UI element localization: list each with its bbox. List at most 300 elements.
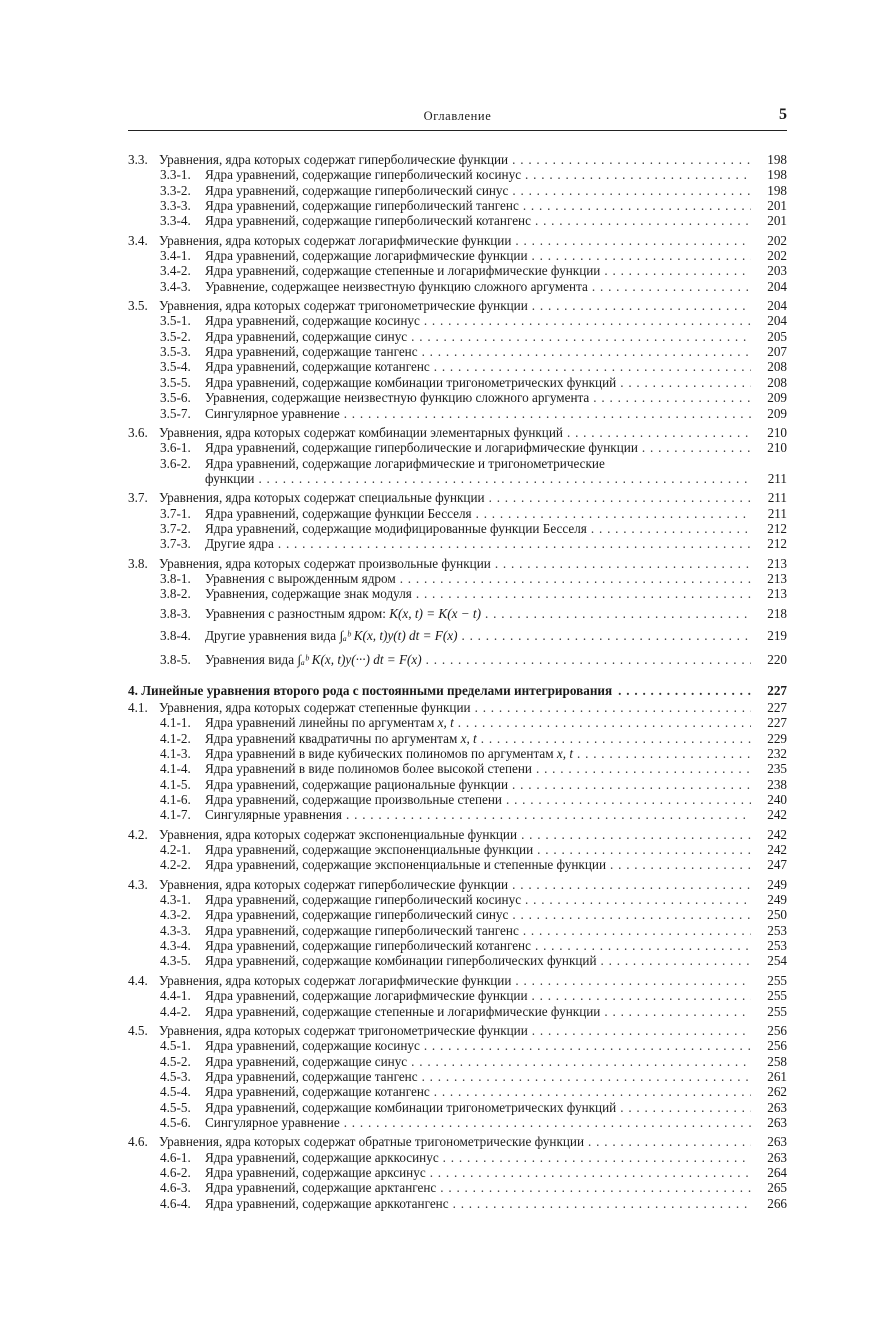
- toc-page: 198: [767, 152, 787, 167]
- toc-number: 3.3-4.: [160, 213, 191, 229]
- dot-leader: [457, 625, 751, 647]
- page-header: [128, 104, 787, 131]
- dot-leader: [449, 1196, 751, 1211]
- toc-title: Ядра уравнений, содержащие логарифмические функции: [205, 248, 528, 264]
- toc-formula: x, t: [460, 730, 477, 746]
- toc-number: 4.6.: [128, 1134, 148, 1150]
- toc-title: Уравнения с разностным ядром:: [205, 605, 386, 621]
- toc-title: Уравнения, ядра которых содержат логарифмические функции: [159, 972, 512, 988]
- toc-title: Ядра уравнений, содержащие котангенс: [205, 359, 430, 375]
- toc-page: 218: [767, 605, 787, 621]
- toc-title: Ядра уравнений, содержащие логарифмические функции: [205, 988, 528, 1004]
- dot-leader: [517, 827, 751, 842]
- toc-page: 219: [767, 627, 787, 643]
- toc-title: Ядра уравнений, содержащие косинус: [205, 313, 420, 329]
- toc-subsection-4-5-4: [128, 1084, 787, 1099]
- toc-title: Сингулярные уравнения: [205, 807, 343, 823]
- toc-title: Ядра уравнений, содержащие экспоненциальные функции: [205, 842, 534, 858]
- toc-page: 256: [767, 1038, 787, 1054]
- toc-title: Ядра уравнений, содержащие синус: [205, 1053, 408, 1069]
- dot-leader: [477, 731, 751, 746]
- toc-subsection-4-1-7: [128, 807, 787, 822]
- toc-title: Линейные уравнения второго рода с постоянными пределами интегрирования: [141, 682, 613, 698]
- toc-subsection-3-5-1: [128, 313, 787, 328]
- toc-page: 220: [767, 651, 787, 667]
- toc-number: 4.3-1.: [160, 892, 191, 908]
- dot-leader: [528, 298, 751, 313]
- toc-page: 242: [767, 826, 787, 842]
- toc-page: 253: [767, 938, 787, 954]
- toc-number: 4.4-1.: [160, 988, 191, 1004]
- toc-title: Ядра уравнений квадратичны по аргументам: [205, 730, 458, 746]
- toc-subsection-3-5-2: [128, 329, 787, 344]
- toc-formula: ∫ₐᵇ K(x, t)y(t) dt = F(x): [339, 627, 458, 643]
- dot-leader: [485, 490, 751, 505]
- toc-number: 4.1-5.: [160, 776, 191, 792]
- toc-title: Уравнения, ядра которых содержат обратные тригонометрические функции: [159, 1134, 585, 1150]
- toc-number: 3.8-4.: [160, 627, 191, 643]
- toc-number: 4.5-5.: [160, 1099, 191, 1115]
- toc-title: Ядра уравнений в виде полиномов более высокой степени: [205, 761, 532, 777]
- toc-page: 210: [767, 424, 787, 440]
- toc-page: 208: [767, 374, 787, 390]
- toc-title: Ядра уравнений, содержащие тангенс: [205, 344, 418, 360]
- dot-leader: [508, 777, 751, 792]
- dot-leader: [528, 1023, 751, 1038]
- toc-title: Уравнения, ядра которых содержат гиперболические функции: [159, 152, 509, 167]
- toc-subsection-3-7-2: [128, 521, 787, 536]
- dot-leader: [521, 892, 751, 907]
- toc-page: 232: [767, 746, 787, 761]
- toc-title: Уравнения, ядра которых содержат тригонометрические функции: [159, 1022, 528, 1038]
- toc-page: 249: [767, 876, 787, 892]
- toc-page: 250: [767, 907, 787, 923]
- dot-leader: [418, 1069, 751, 1084]
- dot-leader: [508, 183, 751, 198]
- toc-page: 266: [767, 1195, 787, 1211]
- toc-page: 263: [767, 1149, 787, 1165]
- toc-number: 4.5-1.: [160, 1038, 191, 1054]
- toc-page: 255: [767, 988, 787, 1004]
- toc-number: 4.1-6.: [160, 792, 191, 808]
- toc-subsection-4-3-2: [128, 907, 787, 922]
- dot-leader: [412, 586, 751, 601]
- dot-leader: [340, 406, 751, 421]
- toc-number: 3.8-1.: [160, 570, 191, 586]
- toc-page: 227: [767, 699, 787, 715]
- toc-subsection-4-2-2: [128, 857, 787, 872]
- dot-leader: [606, 857, 751, 872]
- toc-number: 3.7-2.: [160, 520, 191, 536]
- toc-section-3-7: [128, 490, 787, 505]
- toc-subsection-4-1-3: [128, 746, 787, 761]
- toc-number: 3.7-3.: [160, 536, 191, 552]
- toc-title: Уравнения, ядра которых содержат специальные функции: [159, 490, 485, 506]
- toc-subsection-4-3-1: [128, 892, 787, 907]
- dot-leader: [600, 263, 751, 278]
- toc-subsection-4-5-3: [128, 1069, 787, 1084]
- toc-page: 201: [767, 213, 787, 229]
- dot-leader: [612, 683, 751, 698]
- toc-subsection-4-5-5: [128, 1100, 787, 1115]
- toc-page: 262: [767, 1084, 787, 1100]
- toc-number: 3.3-1.: [160, 167, 191, 183]
- toc-subsection-3-8-3: [128, 604, 787, 623]
- toc-title: Ядра уравнений, содержащие гиперболический тангенс: [205, 922, 519, 938]
- toc-page: 202: [767, 248, 787, 264]
- toc-subsection-3-8-4: [128, 625, 787, 647]
- toc-section-3-6: [128, 425, 787, 440]
- toc-number: 4.6-1.: [160, 1149, 191, 1165]
- toc-number: 4.3-5.: [160, 953, 191, 969]
- toc-subsection-3-6-2: [128, 456, 787, 487]
- toc-subsection-4-2-1: [128, 842, 787, 857]
- toc-title: Ядра уравнений, содержащие экспоненциальные и степенные функции: [205, 857, 607, 873]
- toc-number: 4.5-4.: [160, 1084, 191, 1100]
- toc-title: Ядра уравнений, содержащие гиперболический котангенс: [205, 938, 531, 954]
- toc-subsection-3-7-3: [128, 536, 787, 551]
- toc-number: 4.1-7.: [160, 807, 191, 823]
- toc-page: 265: [767, 1180, 787, 1196]
- toc-subsection-4-1-6: [128, 792, 787, 807]
- toc-title: Ядра уравнений, содержащие арккотангенс: [205, 1195, 449, 1211]
- toc-section-3-5: [128, 298, 787, 313]
- toc-subsection-4-1-1: [128, 715, 787, 730]
- toc-section-4-6: [128, 1134, 787, 1149]
- toc-section-3-4: [128, 233, 787, 248]
- toc-number: 4.4.: [128, 972, 148, 988]
- toc-title: Другие ядра: [205, 536, 274, 552]
- toc-number: 4.1.: [128, 699, 148, 715]
- toc-title: Ядра уравнений, содержащие гиперболический косинус: [205, 892, 522, 908]
- toc-page: 255: [767, 972, 787, 988]
- toc-number: 4.2-2.: [160, 857, 191, 873]
- toc-page: 253: [767, 922, 787, 938]
- dot-leader: [472, 506, 751, 521]
- dot-leader: [502, 792, 751, 807]
- toc-section-4-4: [128, 973, 787, 988]
- dot-leader: [616, 375, 751, 390]
- dot-leader: [420, 313, 751, 328]
- toc-subsection-4-3-4: [128, 938, 787, 953]
- toc-number: 4.6-2.: [160, 1164, 191, 1180]
- toc-page: 202: [767, 232, 787, 248]
- toc-title: Ядра уравнений, содержащие функции Бесселя: [205, 505, 472, 521]
- dot-leader: [532, 761, 751, 776]
- dot-leader: [528, 248, 751, 263]
- dot-leader: [342, 807, 751, 822]
- toc-number: 4.: [128, 682, 138, 698]
- toc-title: Ядра уравнений, содержащие синус: [205, 328, 408, 344]
- toc-section-3-3: [128, 152, 787, 167]
- toc-formula: ∫ₐᵇ K(x, t)y(···) dt = F(x): [297, 651, 422, 667]
- toc-number: 4.4-2.: [160, 1003, 191, 1019]
- toc-title: Ядра уравнений, содержащие арккосинус: [205, 1149, 439, 1165]
- toc-number: 3.6-2.: [160, 455, 191, 471]
- toc-number: 4.3-4.: [160, 938, 191, 954]
- toc-title: Ядра уравнений, содержащие комбинации тригонометрических функций: [205, 374, 617, 390]
- toc-number: 4.3.: [128, 876, 148, 892]
- dot-leader: [396, 571, 751, 586]
- toc-page: 261: [767, 1068, 787, 1084]
- toc-page: 238: [767, 776, 787, 792]
- dot-leader: [597, 953, 751, 968]
- toc-title: Уравнения, ядра которых содержат комбинации элементарных функций: [159, 424, 563, 440]
- toc-page: 207: [767, 344, 787, 360]
- toc-number: 3.7.: [128, 490, 148, 506]
- toc-page: 204: [767, 313, 787, 329]
- dot-leader: [519, 923, 751, 938]
- toc-subsection-3-7-1: [128, 506, 787, 521]
- toc-title: Ядра уравнений, содержащие произвольные степени: [205, 792, 502, 808]
- toc-subsection-3-3-3: [128, 198, 787, 213]
- dot-leader: [528, 988, 751, 1003]
- toc-number: 4.1-2.: [160, 730, 191, 746]
- toc-chapter-4: [128, 683, 787, 698]
- toc-number: 3.5-2.: [160, 328, 191, 344]
- toc-subsection-4-1-2: [128, 731, 787, 746]
- toc-title: Ядра уравнений, содержащие комбинации тригонометрических функций: [205, 1099, 617, 1115]
- toc-title: Другие уравнения вида: [205, 627, 337, 643]
- toc-number: 4.2.: [128, 826, 148, 842]
- toc-number: 3.3-3.: [160, 198, 191, 214]
- toc-title: Ядра уравнений, содержащие рациональные функции: [205, 776, 509, 792]
- toc-page: 201: [767, 198, 787, 214]
- dot-leader: [508, 907, 751, 922]
- toc-section-4-3: [128, 877, 787, 892]
- toc-number: 3.8-5.: [160, 651, 191, 667]
- toc-subsection-3-8-2: [128, 586, 787, 601]
- toc-title: Уравнения, содержащие неизвестную функцию сложного аргумента: [205, 390, 590, 406]
- dot-leader: [430, 1084, 751, 1099]
- dot-leader: [638, 440, 751, 455]
- toc-title: Ядра уравнений в виде кубических полиномов по аргументам: [205, 746, 554, 761]
- dot-leader: [508, 877, 751, 892]
- toc-subsection-3-8-1: [128, 571, 787, 586]
- toc-subsection-4-1-4: [128, 761, 787, 776]
- toc-title: Ядра уравнений, содержащие комбинации гиперболических функций: [205, 953, 597, 969]
- toc-number: 3.5-4.: [160, 359, 191, 375]
- toc-number: 4.3-2.: [160, 907, 191, 923]
- toc-title: Уравнения, ядра которых содержат тригонометрические функции: [159, 298, 528, 314]
- toc-page: 263: [767, 1099, 787, 1115]
- toc-page: 227: [767, 715, 787, 731]
- toc-page: 258: [767, 1053, 787, 1069]
- toc-page: 209: [767, 390, 787, 406]
- toc-section-4-1: [128, 700, 787, 715]
- toc-page: 242: [767, 807, 787, 823]
- toc-title: Уравнения с вырожденным ядром: [205, 570, 396, 586]
- toc-number: 4.1-1.: [160, 715, 191, 731]
- dot-leader: [420, 1038, 751, 1053]
- toc-title: Уравнения, ядра которых содержат экспоненциальные функции: [159, 826, 518, 842]
- toc-number: 3.5-5.: [160, 374, 191, 390]
- toc-title: Ядра уравнений, содержащие гиперболический котангенс: [205, 213, 531, 229]
- toc-page: 208: [767, 359, 787, 375]
- toc-number: 3.5-7.: [160, 405, 191, 421]
- toc-number: 4.5-3.: [160, 1068, 191, 1084]
- toc-number: 4.1-4.: [160, 761, 191, 777]
- toc-number: 3.5-3.: [160, 344, 191, 360]
- dot-leader: [588, 279, 751, 294]
- dot-leader: [407, 1054, 751, 1069]
- dot-leader: [422, 649, 751, 671]
- dot-leader: [418, 344, 751, 359]
- toc-title: Ядра уравнений, содержащие степенные и логарифмические функции: [205, 1003, 601, 1019]
- page-number: 5: [779, 106, 787, 123]
- dot-leader: [521, 167, 751, 182]
- dot-leader: [563, 425, 751, 440]
- toc-title: Ядра уравнений, содержащие модифицированные функции Бесселя: [205, 520, 587, 536]
- toc-number: 4.2-1.: [160, 842, 191, 858]
- toc-title: Ядра уравнений, содержащие арксинус: [205, 1164, 426, 1180]
- toc-page: 203: [767, 263, 787, 279]
- toc-title: Уравнения вида: [205, 651, 295, 667]
- toc-page: 247: [767, 857, 787, 873]
- dot-leader: [511, 233, 751, 248]
- toc-number: 3.5-1.: [160, 313, 191, 329]
- toc-title: Ядра уравнений, содержащие гиперболический тангенс: [205, 198, 519, 214]
- toc-title: Ядра уравнений, содержащие гиперболические и логарифмические функции: [205, 440, 638, 456]
- dot-leader: [511, 973, 751, 988]
- toc-title: Сингулярное уравнение: [205, 1114, 340, 1130]
- toc-section-3-8: [128, 556, 787, 571]
- toc-number: 4.1-3.: [160, 746, 191, 761]
- toc-number: 3.5-6.: [160, 390, 191, 406]
- toc-page: 204: [767, 298, 787, 314]
- toc-subsection-3-6-1: [128, 440, 787, 455]
- toc-title: Ядра уравнений, содержащие котангенс: [205, 1084, 430, 1100]
- toc-page: 213: [767, 586, 787, 602]
- dot-leader: [454, 715, 751, 730]
- toc-title: Уравнения, ядра которых содержат логарифмические функции: [159, 232, 512, 248]
- dot-leader: [426, 1165, 751, 1180]
- toc-number: 3.8.: [128, 555, 148, 571]
- toc-number: 3.7-1.: [160, 505, 191, 521]
- toc-page: 212: [767, 520, 787, 536]
- toc-number: 3.3.: [128, 152, 148, 167]
- toc-subsection-3-5-5: [128, 375, 787, 390]
- toc-formula: x, t: [556, 746, 573, 761]
- toc-title: Уравнения, ядра которых содержат произвольные функции: [159, 555, 491, 571]
- toc-page: 235: [767, 761, 787, 777]
- dot-leader: [600, 1004, 751, 1019]
- toc-subsection-4-6-1: [128, 1150, 787, 1165]
- dot-leader: [531, 213, 751, 228]
- toc-page: 213: [767, 570, 787, 586]
- dot-leader: [584, 1134, 751, 1149]
- toc-number: 3.6.: [128, 424, 148, 440]
- toc-page: 229: [767, 730, 787, 746]
- toc-subsection-4-5-6: [128, 1115, 787, 1130]
- running-title: Оглавление: [423, 109, 492, 123]
- toc-formula: x, t: [437, 715, 454, 731]
- toc-subsection-3-5-7: [128, 406, 787, 421]
- dot-leader: [519, 198, 751, 213]
- toc-subsection-3-8-5: [128, 649, 787, 671]
- toc-page: 211: [767, 490, 787, 506]
- dot-leader: [254, 471, 751, 486]
- toc-title: Ядра уравнений, содержащие степенные и логарифмические функции: [205, 263, 601, 279]
- toc-title: Ядра уравнений, содержащие гиперболический косинус: [205, 167, 522, 183]
- toc-page: 255: [767, 1003, 787, 1019]
- toc-title-continued: функции: [205, 470, 255, 486]
- toc-title: Ядра уравнений, содержащие логарифмические и тригонометрические: [205, 455, 605, 471]
- dot-leader: [439, 1150, 751, 1165]
- dot-leader: [471, 700, 751, 715]
- toc-page: 198: [767, 182, 787, 198]
- toc-number: 4.5-2.: [160, 1053, 191, 1069]
- toc-number: 3.6-1.: [160, 440, 191, 456]
- toc-subsection-3-5-3: [128, 344, 787, 359]
- toc-page: 256: [767, 1022, 787, 1038]
- toc-page: 263: [767, 1114, 787, 1130]
- toc-number: 3.8-3.: [160, 605, 191, 621]
- toc-number: 3.5.: [128, 298, 148, 314]
- toc-number: 4.6-4.: [160, 1195, 191, 1211]
- toc-formula: K(x, t) = K(x − t): [389, 605, 481, 621]
- toc-page: 211: [767, 505, 787, 521]
- toc-number: 3.4-3.: [160, 278, 191, 294]
- toc-subsection-3-5-4: [128, 359, 787, 374]
- dot-leader: [573, 746, 751, 761]
- toc-page: 240: [767, 792, 787, 808]
- dot-leader: [533, 842, 751, 857]
- toc-page: 198: [767, 167, 787, 183]
- toc-page: 254: [767, 953, 787, 969]
- toc-title: Ядра уравнений, содержащие тангенс: [205, 1068, 418, 1084]
- toc-subsection-3-3-2: [128, 183, 787, 198]
- toc-number: 4.3-3.: [160, 922, 191, 938]
- toc-title: Ядра уравнений, содержащие гиперболический синус: [205, 907, 509, 923]
- toc-number: 4.6-3.: [160, 1180, 191, 1196]
- dot-leader: [589, 390, 751, 405]
- toc-page: 249: [767, 892, 787, 908]
- toc-subsection-4-6-2: [128, 1165, 787, 1180]
- toc-subsection-3-4-2: [128, 263, 787, 278]
- toc-title: Уравнения, ядра которых содержат гиперболические функции: [159, 876, 509, 892]
- toc-title: Сингулярное уравнение: [205, 405, 340, 421]
- dot-leader: [340, 1115, 751, 1130]
- toc-number: 3.3-2.: [160, 182, 191, 198]
- toc-title: Ядра уравнений линейны по аргументам: [205, 715, 435, 731]
- dot-leader: [531, 938, 751, 953]
- toc-number: 3.4.: [128, 232, 148, 248]
- toc-subsection-4-6-4: [128, 1196, 787, 1211]
- toc-page: 242: [767, 842, 787, 858]
- toc-title: Ядра уравнений, содержащие косинус: [205, 1038, 420, 1054]
- toc-page: 264: [767, 1164, 787, 1180]
- dot-leader: [481, 604, 751, 623]
- toc-page: 204: [767, 278, 787, 294]
- toc-subsection-4-3-5: [128, 953, 787, 968]
- dot-leader: [274, 536, 751, 551]
- dot-leader: [436, 1180, 751, 1195]
- toc-subsection-4-6-3: [128, 1180, 787, 1195]
- toc-page: 210: [767, 440, 787, 456]
- dot-leader: [430, 359, 751, 374]
- dot-leader: [407, 329, 751, 344]
- dot-leader: [508, 152, 751, 167]
- toc-subsection-3-4-1: [128, 248, 787, 263]
- dot-leader: [587, 521, 751, 536]
- toc-subsection-4-4-1: [128, 988, 787, 1003]
- toc-subsection-3-4-3: [128, 279, 787, 294]
- toc-page: 205: [767, 328, 787, 344]
- toc-subsection-4-1-5: [128, 777, 787, 792]
- table-of-contents: [128, 152, 787, 1211]
- toc-number: 4.5.: [128, 1022, 148, 1038]
